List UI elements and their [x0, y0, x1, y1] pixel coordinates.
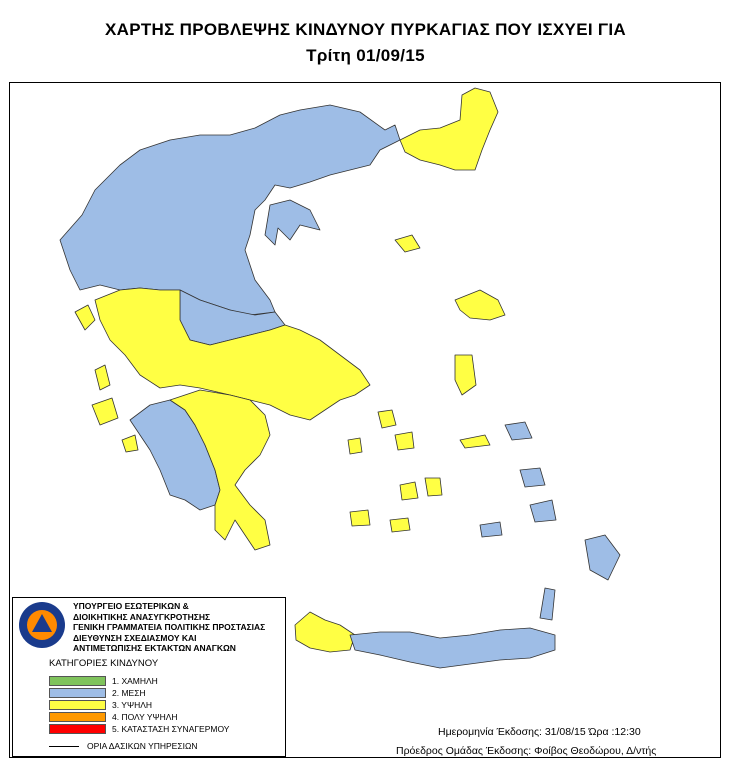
- region-dodecanese-karpathos: [540, 588, 555, 620]
- region-cyclades-3: [348, 438, 362, 454]
- region-cyclades-6: [350, 510, 370, 526]
- legend-item-very-high: 4. ΠΟΛΥ ΥΨΗΛΗ: [49, 712, 178, 722]
- region-ionian-corfu: [75, 305, 95, 330]
- legend-item-low: 1. ΧΑΜΗΛΗ: [49, 676, 158, 686]
- region-ionian-zakynthos: [122, 435, 138, 452]
- issuing-chair: Πρόεδρος Ομάδας Έκδοσης: Φοίβος Θεοδώρου, Δ/ντής: [396, 745, 657, 757]
- legend-item-high: 3. ΥΨΗΛΗ: [49, 700, 152, 710]
- legend-item-alarm: 5. ΚΑΤΑΣΤΑΣΗ ΣΥΝΑΓΕΡΜΟΥ: [49, 724, 229, 734]
- region-epirus-macedonia: [60, 105, 400, 315]
- region-dodecanese-kos: [480, 522, 502, 537]
- civil-protection-logo-icon: [17, 600, 67, 650]
- categories-title: ΚΑΤΗΓΟΡΙΕΣ ΚΙΝΔΥΝΟΥ: [49, 658, 159, 669]
- region-samos: [460, 435, 490, 448]
- region-limnos: [395, 235, 420, 252]
- issue-date: Ημερομηνία Έκδοσης: 31/08/15 Ώρα :12:30: [438, 726, 641, 738]
- region-dodecanese-1: [505, 422, 532, 440]
- region-chalkidiki: [265, 200, 320, 245]
- legend-swatch-medium: [49, 688, 106, 698]
- region-crete-east: [350, 628, 555, 668]
- legend-swatch-very-high: [49, 712, 106, 722]
- legend-panel: [12, 597, 286, 757]
- region-dodecanese-rhodes: [585, 535, 620, 580]
- region-lesvos: [455, 290, 505, 320]
- region-crete-west: [295, 612, 355, 652]
- region-cyclades-4: [400, 482, 418, 500]
- legend-swatch-high: [49, 700, 106, 710]
- map-title: ΧΑΡΤΗΣ ΠΡΟΒΛΕΨΗΣ ΚΙΝΔΥΝΟΥ ΠΥΡΚΑΓΙΑΣ ΠΟΥ ΙΣΧΥΕΙ ΓΙΑ: [104, 20, 626, 39]
- legend-swatch-alarm: [49, 724, 106, 734]
- region-chios: [455, 355, 476, 395]
- region-cyclades-7: [390, 518, 410, 532]
- legend-swatch-low: [49, 676, 106, 686]
- legend-item-medium: 2. ΜΕΣΗ: [49, 688, 146, 698]
- region-ionian-kefalonia: [92, 398, 118, 425]
- region-dodecanese-3: [530, 500, 556, 522]
- region-cyclades-1: [378, 410, 396, 428]
- organization-name: ΥΠΟΥΡΓΕΙΟ ΕΣΩΤΕΡΙΚΩΝ & ΔΙΟΙΚΗΤΙΚΗΣ ΑΝΑΣΥΓΚΡΟΤΗΣΗΣ ΓΕΝΙΚΗ ΓΡΑΜΜΑΤΕΙΑ ΠΟΛΙΤΙΚΗΣ ΠΡΟΣΤΑΣΙΑΣ ΔΙΕΥΘΥΝΣΗ ΣΧΕΔΙΑΣΜΟΥ ΚΑΙ ΑΝΤΙΜΕΤΩΠΙΣΗΣ ΕΚΤΑΚΤΩΝ ΑΝΑΓΚΩΝ: [73, 601, 266, 653]
- region-cyclades-2: [395, 432, 414, 450]
- legend-item-boundary: ΟΡΙΑ ΔΑΣΙΚΩΝ ΥΠΗΡΕΣΙΩΝ: [49, 741, 197, 751]
- region-dodecanese-2: [520, 468, 545, 487]
- legend-line-swatch: [49, 746, 79, 747]
- region-thrace: [400, 88, 498, 170]
- region-cyclades-5: [425, 478, 442, 496]
- region-ionian-lefkada: [95, 365, 110, 390]
- map-date: Τρίτη 01/09/15: [306, 46, 425, 65]
